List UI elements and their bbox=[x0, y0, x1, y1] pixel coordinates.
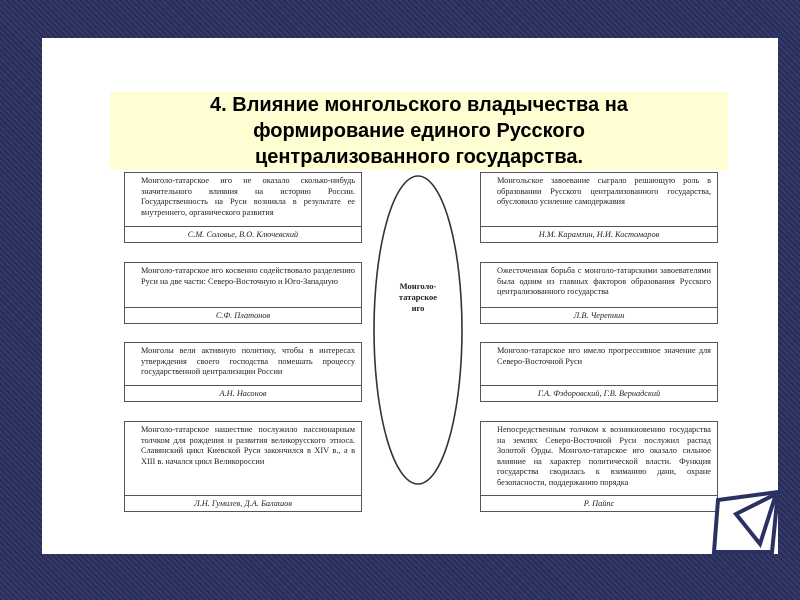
left-box-4-text: Монголо-татарское нашествие послужило пассионарным толчком для рождения и развития великорусского этноса. Славянский цикл Киевской Руси закончился в XIV в., а в XIII в. начался цикл Великороссии bbox=[141, 425, 355, 466]
left-box-1-text: Монголо-татарское иго не оказало сколько-нибудь значительного влияния на историю России. Государственность на Руси возникла в результате ее внутреннего, органического развития bbox=[141, 176, 355, 217]
center-ellipse bbox=[372, 174, 464, 486]
right-box-2 bbox=[480, 262, 718, 324]
left-box-3 bbox=[124, 342, 362, 402]
left-box-3-text: Монголы вели активную политику, чтобы в интересах утверждения своего господства помешать процессу государственной централизации России bbox=[141, 346, 355, 377]
left-box-1-author: С.М. Соловье, В.О. Ключевский bbox=[125, 226, 361, 242]
right-box-2-text: Ожесточенная борьба с монголо-татарскими завоевателями была одним из главных факторов образования Русского централизованного государства bbox=[497, 266, 711, 297]
left-box-1 bbox=[124, 172, 362, 243]
title-banner bbox=[110, 92, 728, 170]
right-box-1-text: Монгольское завоевание сыграло решающую роль в образовании Русского централизованного государства, обусловило усиление самодержавия bbox=[497, 176, 711, 207]
slide-title: 4. Влияние монгольского владычества на формирование единого Русского централизованного государства. bbox=[210, 94, 628, 168]
right-box-4-author: Р. Пайпс bbox=[481, 495, 717, 511]
page-curl-icon bbox=[710, 486, 780, 554]
right-box-1 bbox=[480, 172, 718, 243]
right-box-2-author: Л.В. Черепнин bbox=[481, 307, 717, 323]
right-box-4 bbox=[480, 421, 718, 512]
right-box-4-text: Непосредственным толчком к возникновению государства на землях Северо-Восточной Руси послужил распад Золотой Орды. Монголо-татарское иго оказало сильное влияние на характер политической власти. Функция государства сводилась к взиманию дани, охране безопасности, поддержанию порядка bbox=[497, 425, 711, 487]
left-box-3-author: А.Н. Насонов bbox=[125, 385, 361, 401]
left-box-4 bbox=[124, 421, 362, 512]
slide bbox=[42, 38, 778, 554]
right-box-3-author: Г.А. Фэдоровский, Г.В. Вернадский bbox=[481, 385, 717, 401]
left-box-2-author: С.Ф. Платонов bbox=[125, 307, 361, 323]
right-box-3-text: Монголо-татарское иго имело прогрессивное значение для Северо-Восточной Руси bbox=[497, 346, 711, 366]
left-box-2-text: Монголо-татарское иго косвенно содействовало разделению Руси на две части: Северо-Восточную и Юго-Западную bbox=[141, 266, 355, 286]
left-box-4-author: Л.Н. Гумилев, Д.А. Балашов bbox=[125, 495, 361, 511]
center-label: Монголо- татарское иго bbox=[398, 281, 438, 313]
right-box-3 bbox=[480, 342, 718, 402]
left-box-2 bbox=[124, 262, 362, 324]
right-box-1-author: Н.М. Карамзин, Н.И. Костомаров bbox=[481, 226, 717, 242]
